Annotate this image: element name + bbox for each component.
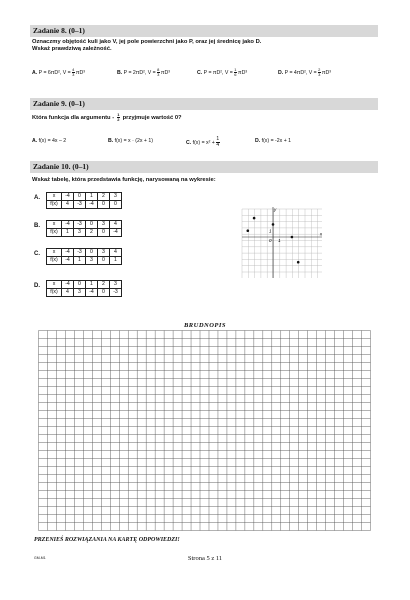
- table-cell: -4: [86, 289, 98, 297]
- table-cell: -3: [74, 201, 86, 209]
- page-number: Strona 5 z 11: [187, 555, 223, 562]
- table-row: [47, 201, 122, 209]
- table-cell: 3: [110, 281, 122, 289]
- task-9-option-d[interactable]: D. f(x) = -2x + 1: [255, 138, 292, 144]
- table-cell: 2: [98, 281, 110, 289]
- exam-code: GM-M1: [34, 556, 46, 560]
- table-row: [47, 193, 122, 201]
- table-cell: -4: [86, 201, 98, 209]
- task-9-option-a[interactable]: A. f(x) = 4x – 2: [32, 138, 67, 144]
- table-cell: 3: [98, 249, 110, 257]
- table-cell: -4: [62, 249, 74, 257]
- draft-grid: [38, 330, 371, 531]
- task-8-question: Oznaczmy objętość kuli jako V, jej pole powierzchni jako P, oraz jej średnicę jako D.: [32, 39, 262, 45]
- draft-title: BRUDNOPIS: [183, 322, 227, 329]
- function-graph: [240, 205, 322, 278]
- task-8-instruction: Wskaż prawdziwą zależność.: [32, 46, 112, 52]
- table-cell: f(x): [47, 229, 62, 237]
- task-10-option-c-table: [46, 248, 122, 265]
- table-cell: 4: [110, 221, 122, 229]
- graph-point: [247, 229, 250, 232]
- fraction: $\frac{1}{4}$: [216, 136, 220, 148]
- task-10-question: Wskaż tabelę, która przedstawia funkcję, narysowaną na wykresie:: [32, 177, 216, 183]
- table-cell: -3: [74, 249, 86, 257]
- table-row: [47, 281, 122, 289]
- table-cell: 4: [110, 249, 122, 257]
- task-10-option-d-table: [46, 280, 122, 297]
- graph-point: [291, 236, 294, 239]
- task-9-question: Która funkcja dla argumentu - $\frac{1}{2}$ przyjmuje wartość 0?: [32, 112, 182, 123]
- origin-label: 0: [269, 238, 272, 243]
- table-cell: -4: [62, 221, 74, 229]
- table-row: [47, 221, 122, 229]
- table-cell: 1: [86, 193, 98, 201]
- table-cell: -4: [62, 193, 74, 201]
- task-8-option-a[interactable]: A. P = 6πD², V = $\frac{4}{3}$ πD³: [32, 67, 85, 78]
- graph-point: [297, 261, 300, 264]
- task-10-option-b-label[interactable]: B.: [34, 223, 40, 229]
- fraction: $\frac{8}{3}$: [157, 67, 160, 78]
- table-cell: -3: [110, 289, 122, 297]
- table-cell: 1: [62, 229, 74, 237]
- fraction: $\frac{1}{2}$: [117, 112, 120, 123]
- task-8-header: Zadanie 8. (0–1): [30, 25, 378, 37]
- table-cell: 4: [62, 289, 74, 297]
- fraction: $\frac{1}{6}$: [234, 67, 237, 78]
- table-cell: 3: [86, 257, 98, 265]
- table-cell: x: [47, 249, 62, 257]
- table-cell: 4: [62, 201, 74, 209]
- x-axis-label: x: [319, 231, 322, 237]
- table-cell: f(x): [47, 289, 62, 297]
- table-cell: x: [47, 221, 62, 229]
- task-8-option-b[interactable]: B. P = 2πD², V = $\frac{8}{3}$ πD³: [117, 67, 170, 78]
- task-9-option-b[interactable]: B. f(x) = x · (2x + 1): [108, 138, 153, 144]
- table-cell: -4: [110, 229, 122, 237]
- task-10-option-b-table: [46, 220, 122, 237]
- y-tick-1: 1: [269, 228, 272, 234]
- table-cell: 2: [98, 193, 110, 201]
- table-cell: 0: [110, 201, 122, 209]
- table-cell: 3: [98, 221, 110, 229]
- task-10-header: Zadanie 10. (0–1): [30, 161, 378, 173]
- table-cell: 0: [74, 281, 86, 289]
- table-cell: 0: [74, 193, 86, 201]
- table-cell: 0: [98, 201, 110, 209]
- table-cell: -3: [74, 221, 86, 229]
- task-9-option-c[interactable]: C. f(x) = x² + $\frac{1}{4}$: [186, 136, 220, 148]
- table-cell: 0: [98, 289, 110, 297]
- table-cell: 1: [74, 257, 86, 265]
- fraction: $\frac{4}{3}$: [72, 67, 75, 78]
- transfer-answers-note: PRZENIEŚ ROZWIĄZANIA NA KARTĘ ODPOWIEDZI!: [34, 537, 180, 543]
- table-row: [47, 249, 122, 257]
- table-cell: f(x): [47, 257, 62, 265]
- table-cell: -4: [62, 281, 74, 289]
- task-10-option-a-label[interactable]: A.: [34, 195, 40, 201]
- x-tick-1: 1: [278, 238, 281, 243]
- table-cell: 1: [86, 281, 98, 289]
- task-9-header: Zadanie 9. (0–1): [30, 98, 378, 110]
- y-axis-label: y: [274, 207, 277, 212]
- table-cell: 2: [86, 229, 98, 237]
- task-8-option-c[interactable]: C. P = πD², V = $\frac{1}{6}$ πD³: [197, 67, 248, 78]
- graph-point: [253, 217, 256, 220]
- table-cell: 0: [86, 249, 98, 257]
- task-10-option-c-label[interactable]: C.: [34, 251, 40, 257]
- table-cell: -4: [62, 257, 74, 265]
- table-row: [47, 289, 122, 297]
- fraction: $\frac{2}{3}$: [318, 67, 321, 78]
- table-cell: 0: [98, 257, 110, 265]
- task-10-option-d-label[interactable]: D.: [34, 283, 40, 289]
- task-10-option-a-table: [46, 192, 122, 209]
- table-cell: f(x): [47, 201, 62, 209]
- table-row: [47, 257, 122, 265]
- table-cell: 3: [74, 229, 86, 237]
- table-cell: 0: [86, 221, 98, 229]
- table-cell: 3: [110, 193, 122, 201]
- table-cell: x: [47, 193, 62, 201]
- table-row: [47, 229, 122, 237]
- graph-point: [272, 223, 275, 226]
- task-8-option-d[interactable]: D. P = 4πD², V = $\frac{2}{3}$ πD³: [278, 67, 331, 78]
- table-cell: 3: [74, 289, 86, 297]
- table-cell: 1: [110, 257, 122, 265]
- table-cell: x: [47, 281, 62, 289]
- table-cell: 0: [98, 229, 110, 237]
